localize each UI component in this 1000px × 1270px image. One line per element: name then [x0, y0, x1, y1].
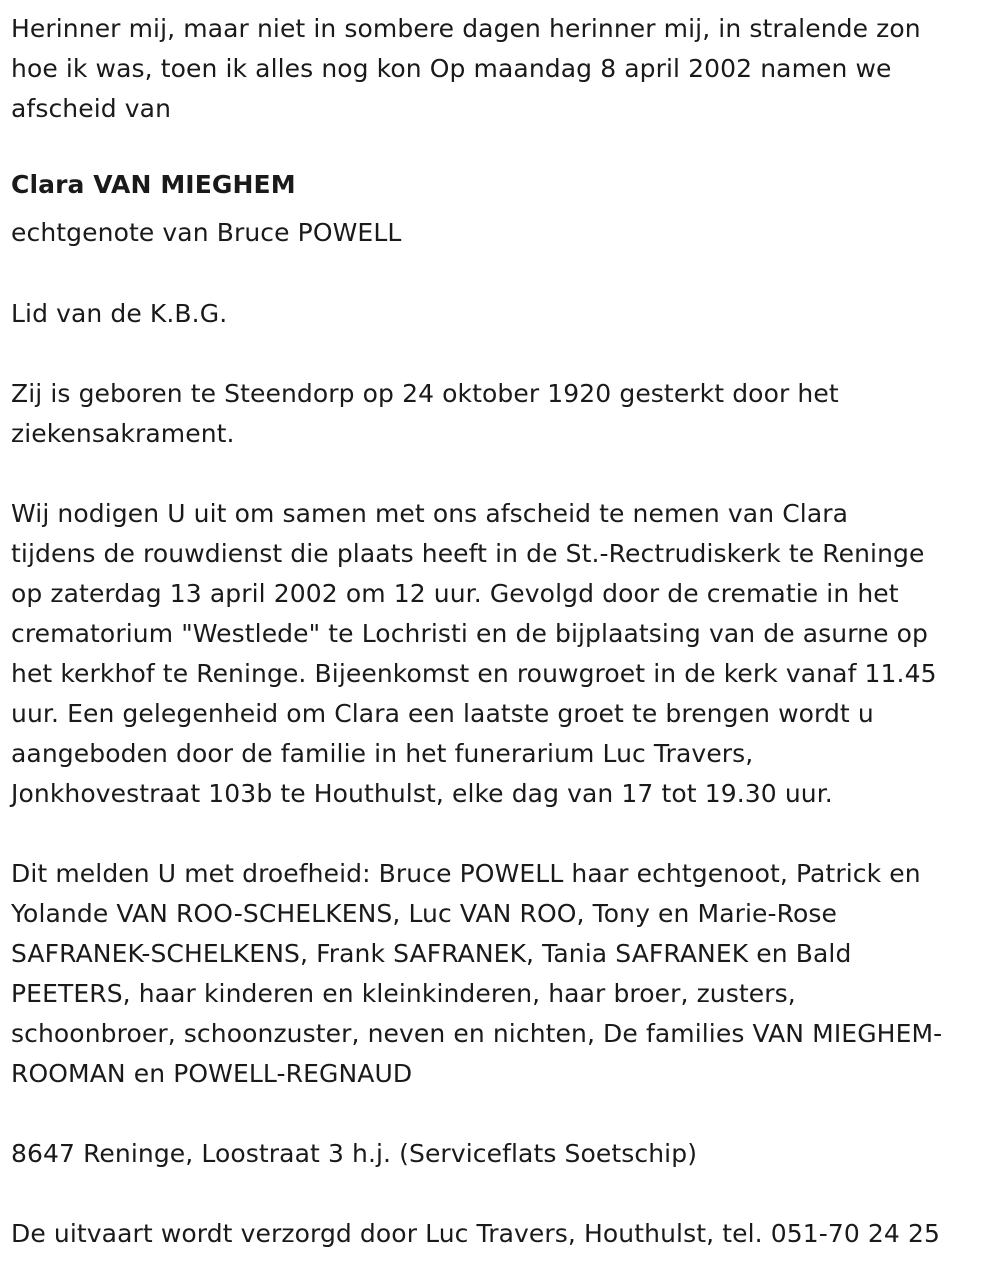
birth-line: Zij is geboren te Steendorp op 24 oktober 1920 gesterkt door het [11, 379, 839, 408]
funeral-director-line: De uitvaart wordt verzorgd door Luc Travers, Houthulst, tel. 051-70 24 25 [11, 1219, 940, 1248]
invitation-line: Wij nodigen U uit om samen met ons afscheid te nemen van Clara [11, 499, 849, 528]
invitation-paragraph [11, 494, 992, 814]
intro-line: hoe ik was, toen ik alles nog kon Op maandag 8 april 2002 namen we [11, 54, 892, 83]
invitation-line: uur. Een gelegenheid om Clara een laatste groet te brengen wordt u [11, 699, 874, 728]
membership-block [11, 294, 992, 334]
family-line: SAFRANEK-SCHELKENS, Frank SAFRANEK, Tania SAFRANEK en Bald [11, 939, 852, 968]
intro-line: Herinner mij, maar niet in sombere dagen herinner mij, in stralende zon [11, 14, 921, 43]
family-paragraph [11, 854, 992, 1094]
birth-paragraph [11, 374, 992, 454]
address-line: 8647 Reninge, Loostraat 3 h.j. (Serviceflats Soetschip) [11, 1139, 698, 1168]
intro-paragraph [11, 9, 992, 129]
deceased-name: Clara VAN MIEGHEM [11, 170, 296, 199]
family-line: Dit melden U met droefheid: Bruce POWELL haar echtgenoot, Patrick en [11, 859, 921, 888]
funeral-director-block [11, 1214, 992, 1254]
invitation-line: crematorium "Westlede" te Lochristi en de bijplaatsing van de asurne op [11, 619, 929, 648]
invitation-line: aangeboden door de familie in het funerarium Luc Travers, [11, 739, 754, 768]
membership-line: Lid van de K.B.G. [11, 299, 228, 328]
invitation-line: op zaterdag 13 april 2002 om 12 uur. Gevolgd door de crematie in het [11, 579, 899, 608]
family-line: PEETERS, haar kinderen en kleinkinderen, haar broer, zusters, [11, 979, 796, 1008]
family-line: Yolande VAN ROO-SCHELKENS, Luc VAN ROO, Tony en Marie-Rose [11, 899, 837, 928]
address-block [11, 1134, 992, 1174]
spouse-block [11, 213, 992, 253]
spouse-line: echtgenote van Bruce POWELL [11, 218, 402, 247]
family-line: ROOMAN en POWELL-REGNAUD [11, 1059, 413, 1088]
intro-line: afscheid van [11, 94, 172, 123]
invitation-line: Jonkhovestraat 103b te Houthulst, elke dag van 17 tot 19.30 uur. [11, 779, 833, 808]
family-line: schoonbroer, schoonzuster, neven en nichten, De families VAN MIEGHEM- [11, 1019, 943, 1048]
deceased-name-block [11, 165, 992, 205]
invitation-line: tijdens de rouwdienst die plaats heeft in de St.-Rectrudiskerk te Reninge [11, 539, 925, 568]
birth-line: ziekensakrament. [11, 419, 235, 448]
invitation-line: het kerkhof te Reninge. Bijeenkomst en rouwgroet in de kerk vanaf 11.45 [11, 659, 937, 688]
